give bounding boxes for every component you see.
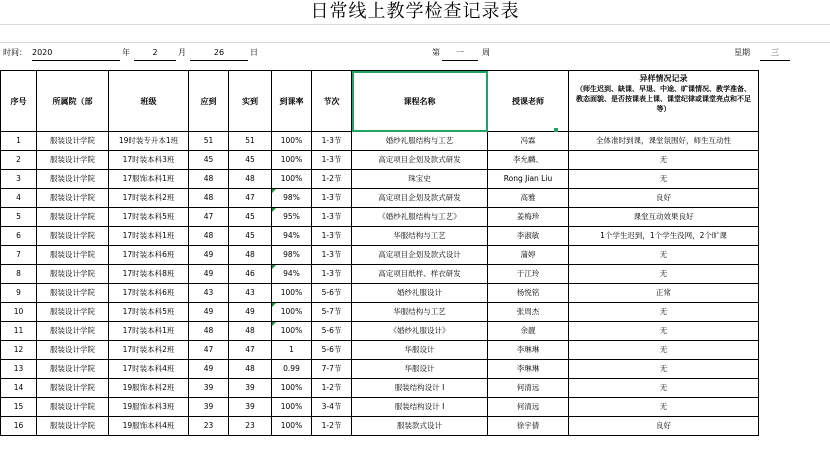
cell-college[interactable]: 服装设计学院 bbox=[37, 284, 109, 303]
cell-no[interactable]: 5 bbox=[1, 208, 37, 227]
table-row bbox=[1, 132, 759, 151]
cell-teacher[interactable]: 李淑敏 bbox=[488, 227, 569, 246]
cell-no[interactable]: 10 bbox=[1, 303, 37, 322]
cell-college[interactable]: 服装设计学院 bbox=[37, 322, 109, 341]
cell-course[interactable]: 《婚纱礼服结构与工艺》 bbox=[352, 208, 488, 227]
table-row bbox=[1, 170, 759, 189]
cell-teacher[interactable]: Rong Jian Liu bbox=[488, 170, 569, 189]
cell-teacher[interactable]: 何清远 bbox=[488, 379, 569, 398]
cell-course[interactable]: 高定项目企划及款式研发 bbox=[352, 189, 488, 208]
cell-college[interactable]: 服装设计学院 bbox=[37, 189, 109, 208]
header-class[interactable]: 班级 bbox=[109, 71, 189, 132]
cell-actual[interactable]: 47 bbox=[229, 189, 272, 208]
cell-no[interactable]: 7 bbox=[1, 246, 37, 265]
cell-teacher[interactable]: 李琳琳 bbox=[488, 341, 569, 360]
cell-expected[interactable]: 43 bbox=[189, 284, 229, 303]
cell-no[interactable]: 14 bbox=[1, 379, 37, 398]
cell-expected[interactable]: 39 bbox=[189, 379, 229, 398]
cell-college[interactable]: 服装设计学院 bbox=[37, 398, 109, 417]
cell-rate[interactable]: 100% bbox=[272, 398, 312, 417]
cell-course[interactable]: 婚纱礼服设计 bbox=[352, 284, 488, 303]
day-value[interactable]: 26 bbox=[190, 46, 248, 61]
cell-teacher[interactable]: 冯霖 bbox=[488, 132, 569, 151]
cell-note[interactable]: 无 bbox=[569, 265, 759, 284]
cell-no[interactable]: 11 bbox=[1, 322, 37, 341]
weekday-label: 星期 bbox=[734, 48, 750, 57]
cell-college[interactable]: 服装设计学院 bbox=[37, 417, 109, 436]
cell-note[interactable]: 良好 bbox=[569, 417, 759, 436]
table-row bbox=[1, 151, 759, 170]
cell-note[interactable]: 正常 bbox=[569, 284, 759, 303]
cell-teacher[interactable]: 李允麟、 bbox=[488, 151, 569, 170]
cell-expected[interactable]: 49 bbox=[189, 246, 229, 265]
cell-course[interactable]: 高定项目纸样、样衣研发 bbox=[352, 265, 488, 284]
meta-row bbox=[0, 42, 830, 64]
cell-no[interactable]: 2 bbox=[1, 151, 37, 170]
cell-actual[interactable]: 48 bbox=[229, 360, 272, 379]
cell-actual[interactable]: 23 bbox=[229, 417, 272, 436]
time-label: 时间： bbox=[3, 48, 27, 57]
cell-course[interactable]: 珠宝史 bbox=[352, 170, 488, 189]
cell-college[interactable]: 服装设计学院 bbox=[37, 379, 109, 398]
error-indicator-icon bbox=[272, 303, 276, 307]
cell-course[interactable]: 婚纱礼服结构与工艺 bbox=[352, 132, 488, 151]
cell-no[interactable]: 8 bbox=[1, 265, 37, 284]
cell-no[interactable]: 4 bbox=[1, 189, 37, 208]
cell-actual[interactable]: 39 bbox=[229, 398, 272, 417]
cell-expected[interactable]: 49 bbox=[189, 265, 229, 284]
cell-course[interactable]: 华服结构与工艺 bbox=[352, 227, 488, 246]
cell-teacher[interactable]: 姜梅珍 bbox=[488, 208, 569, 227]
cell-period[interactable]: 1-3节 bbox=[312, 189, 352, 208]
inspection-table bbox=[0, 70, 759, 436]
cell-note[interactable]: 1个学生迟到，1个学生没网，2个旷课 bbox=[569, 227, 759, 246]
table-row bbox=[1, 189, 759, 208]
cell-teacher[interactable]: 徐宇倩 bbox=[488, 417, 569, 436]
cell-college[interactable]: 服装设计学院 bbox=[37, 246, 109, 265]
header-period[interactable]: 节次 bbox=[312, 71, 352, 132]
cell-class[interactable]: 19服饰本科4班 bbox=[109, 417, 189, 436]
cell-teacher[interactable]: 高雅 bbox=[488, 189, 569, 208]
remarks-title: 异样情况记录 bbox=[639, 74, 688, 83]
cell-note[interactable]: 无 bbox=[569, 246, 759, 265]
cell-expected[interactable]: 47 bbox=[189, 208, 229, 227]
table-row bbox=[1, 208, 759, 227]
header-row bbox=[1, 71, 759, 132]
blank-row bbox=[0, 24, 830, 43]
table-body bbox=[1, 132, 759, 436]
cell-period[interactable]: 7-7节 bbox=[312, 360, 352, 379]
cell-teacher[interactable]: 蒲婷 bbox=[488, 246, 569, 265]
cell-college[interactable]: 服装设计学院 bbox=[37, 227, 109, 246]
cell-note[interactable]: 无 bbox=[569, 398, 759, 417]
cell-actual[interactable]: 51 bbox=[229, 132, 272, 151]
cell-rate[interactable]: 100% bbox=[272, 379, 312, 398]
cell-period[interactable]: 1-3节 bbox=[312, 132, 352, 151]
header-actual[interactable]: 实到 bbox=[229, 71, 272, 132]
cell-expected[interactable]: 39 bbox=[189, 398, 229, 417]
cell-rate[interactable]: 100% bbox=[272, 170, 312, 189]
cell-teacher[interactable]: 何清远 bbox=[488, 398, 569, 417]
cell-note[interactable]: 无 bbox=[569, 322, 759, 341]
cell-period[interactable]: 1-3节 bbox=[312, 227, 352, 246]
remarks-description: （师生迟到、缺课、早退、中途、旷课情况、教学准备、教态面貌、是否按课表上课、课堂纪律或课堂亮点和不足等） bbox=[576, 85, 751, 113]
cell-actual[interactable]: 43 bbox=[229, 284, 272, 303]
cell-class[interactable]: 19服饰本科3班 bbox=[109, 398, 189, 417]
cell-class[interactable]: 17时装本科2班 bbox=[109, 341, 189, 360]
cell-period[interactable]: 1-3节 bbox=[312, 151, 352, 170]
selection-fill-handle[interactable] bbox=[554, 128, 558, 132]
cell-class[interactable]: 17时装本科6班 bbox=[109, 246, 189, 265]
cell-rate[interactable]: 100% bbox=[272, 303, 312, 322]
cell-class[interactable]: 17时装本科2班 bbox=[109, 189, 189, 208]
error-indicator-icon bbox=[272, 265, 276, 269]
cell-no[interactable]: 9 bbox=[1, 284, 37, 303]
week-value[interactable]: 一 bbox=[442, 46, 478, 61]
cell-period[interactable]: 1-2节 bbox=[312, 170, 352, 189]
cell-course[interactable]: 华服设计 bbox=[352, 360, 488, 379]
cell-period[interactable]: 5-6节 bbox=[312, 284, 352, 303]
cell-rate[interactable]: 100% bbox=[272, 322, 312, 341]
table-row bbox=[1, 322, 759, 341]
cell-actual[interactable]: 45 bbox=[229, 208, 272, 227]
cell-no[interactable]: 12 bbox=[1, 341, 37, 360]
cell-actual[interactable]: 49 bbox=[229, 303, 272, 322]
cell-note[interactable]: 无 bbox=[569, 341, 759, 360]
cell-rate[interactable]: 100% bbox=[272, 132, 312, 151]
cell-actual[interactable]: 48 bbox=[229, 170, 272, 189]
cell-expected[interactable]: 23 bbox=[189, 417, 229, 436]
cell-rate[interactable]: 94% bbox=[272, 265, 312, 284]
cell-college[interactable]: 服装设计学院 bbox=[37, 151, 109, 170]
cell-no[interactable]: 6 bbox=[1, 227, 37, 246]
cell-course[interactable]: 服装结构设计 I bbox=[352, 379, 488, 398]
cell-class[interactable]: 17时装本科1班 bbox=[109, 322, 189, 341]
error-indicator-icon bbox=[272, 208, 276, 212]
cell-actual[interactable]: 39 bbox=[229, 379, 272, 398]
cell-teacher[interactable]: 杨悦铭 bbox=[488, 284, 569, 303]
header-rate[interactable]: 到课率 bbox=[272, 71, 312, 132]
sheet-title: 日常线上教学检查记录表 bbox=[310, 1, 520, 22]
cell-course[interactable]: 服装款式设计 bbox=[352, 417, 488, 436]
cell-rate[interactable]: 98% bbox=[272, 246, 312, 265]
header-remarks[interactable] bbox=[569, 71, 759, 132]
cell-note[interactable]: 良好 bbox=[569, 189, 759, 208]
cell-course[interactable]: 华服设计 bbox=[352, 341, 488, 360]
cell-period[interactable]: 1-3节 bbox=[312, 246, 352, 265]
cell-rate[interactable]: 95% bbox=[272, 208, 312, 227]
cell-class[interactable]: 17时装本科8班 bbox=[109, 265, 189, 284]
cell-note[interactable]: 无 bbox=[569, 303, 759, 322]
day-label: 日 bbox=[250, 48, 258, 57]
cell-rate[interactable]: 1 bbox=[272, 341, 312, 360]
cell-note[interactable]: 无 bbox=[569, 360, 759, 379]
table-row bbox=[1, 284, 759, 303]
cell-expected[interactable]: 48 bbox=[189, 170, 229, 189]
cell-class[interactable]: 17时装本科1班 bbox=[109, 227, 189, 246]
cell-course[interactable]: 高定项目企划及款式设计 bbox=[352, 246, 488, 265]
cell-period[interactable]: 1-2节 bbox=[312, 417, 352, 436]
month-value[interactable]: 2 bbox=[134, 46, 176, 61]
cell-teacher[interactable]: 余靓 bbox=[488, 322, 569, 341]
cell-note[interactable]: 无 bbox=[569, 379, 759, 398]
cell-expected[interactable]: 48 bbox=[189, 322, 229, 341]
cell-expected[interactable]: 51 bbox=[189, 132, 229, 151]
cell-teacher[interactable]: 于江玲 bbox=[488, 265, 569, 284]
cell-period[interactable]: 5-6节 bbox=[312, 341, 352, 360]
table-row bbox=[1, 398, 759, 417]
cell-no[interactable]: 15 bbox=[1, 398, 37, 417]
week-prefix: 第 bbox=[432, 48, 440, 57]
cell-period[interactable]: 1-3节 bbox=[312, 265, 352, 284]
cell-note[interactable]: 无 bbox=[569, 151, 759, 170]
weekday-value[interactable]: 三 bbox=[760, 46, 790, 61]
table-row bbox=[1, 265, 759, 284]
cell-course[interactable]: 《婚纱礼服设计》 bbox=[352, 322, 488, 341]
header-college[interactable]: 所属院（部 bbox=[37, 71, 109, 132]
table-row bbox=[1, 303, 759, 322]
cell-expected[interactable]: 49 bbox=[189, 303, 229, 322]
cell-rate[interactable]: 98% bbox=[272, 189, 312, 208]
cell-actual[interactable]: 45 bbox=[229, 227, 272, 246]
cell-note[interactable]: 无 bbox=[569, 170, 759, 189]
cell-no[interactable]: 3 bbox=[1, 170, 37, 189]
cell-period[interactable]: 3-4节 bbox=[312, 398, 352, 417]
table-row bbox=[1, 379, 759, 398]
cell-college[interactable]: 服装设计学院 bbox=[37, 265, 109, 284]
cell-note[interactable]: 全体准时到课，课堂氛围好，师生互动性 bbox=[569, 132, 759, 151]
cell-no[interactable]: 1 bbox=[1, 132, 37, 151]
week-suffix: 周 bbox=[482, 48, 490, 57]
cell-teacher[interactable]: 张周杰 bbox=[488, 303, 569, 322]
cell-rate[interactable]: 100% bbox=[272, 151, 312, 170]
cell-actual[interactable]: 48 bbox=[229, 246, 272, 265]
cell-course[interactable]: 服装结构设计 I bbox=[352, 398, 488, 417]
cell-expected[interactable]: 48 bbox=[189, 227, 229, 246]
cell-class[interactable]: 17时装本科3班 bbox=[109, 151, 189, 170]
cell-class[interactable]: 17时装本科6班 bbox=[109, 284, 189, 303]
cell-expected[interactable]: 48 bbox=[189, 189, 229, 208]
cell-college[interactable]: 服装设计学院 bbox=[37, 360, 109, 379]
cell-college[interactable]: 服装设计学院 bbox=[37, 132, 109, 151]
cell-actual[interactable]: 48 bbox=[229, 322, 272, 341]
cell-rate[interactable]: 0.99 bbox=[272, 360, 312, 379]
cell-teacher[interactable]: 李琳琳 bbox=[488, 360, 569, 379]
cell-note[interactable]: 课堂互动效果良好 bbox=[569, 208, 759, 227]
cell-period[interactable]: 5-6节 bbox=[312, 322, 352, 341]
cell-period[interactable]: 1-3节 bbox=[312, 208, 352, 227]
cell-class[interactable]: 17时装本科5班 bbox=[109, 303, 189, 322]
cell-actual[interactable]: 46 bbox=[229, 265, 272, 284]
header-teacher[interactable]: 授课老师 bbox=[488, 71, 569, 132]
cell-college[interactable]: 服装设计学院 bbox=[37, 341, 109, 360]
cell-college[interactable]: 服装设计学院 bbox=[37, 208, 109, 227]
cell-actual[interactable]: 45 bbox=[229, 151, 272, 170]
cell-class[interactable]: 17服饰本科1班 bbox=[109, 170, 189, 189]
table-row bbox=[1, 246, 759, 265]
year-value[interactable]: 2020 bbox=[32, 46, 120, 61]
table-row bbox=[1, 360, 759, 379]
cell-rate[interactable]: 100% bbox=[272, 417, 312, 436]
cell-class[interactable]: 17时装本科5班 bbox=[109, 208, 189, 227]
month-label: 月 bbox=[178, 48, 186, 57]
table-row bbox=[1, 227, 759, 246]
cell-class[interactable]: 19时装专升本1班 bbox=[109, 132, 189, 151]
header-expected[interactable]: 应到 bbox=[189, 71, 229, 132]
table-row bbox=[1, 417, 759, 436]
cell-course[interactable]: 华服结构与工艺 bbox=[352, 303, 488, 322]
cell-expected[interactable]: 49 bbox=[189, 360, 229, 379]
cell-no[interactable]: 13 bbox=[1, 360, 37, 379]
cell-college[interactable]: 服装设计学院 bbox=[37, 170, 109, 189]
year-label: 年 bbox=[122, 48, 130, 57]
cell-class[interactable]: 17时装本科4班 bbox=[109, 360, 189, 379]
cell-class[interactable]: 19服饰本科2班 bbox=[109, 379, 189, 398]
cell-course[interactable]: 高定项目企划及款式研发 bbox=[352, 151, 488, 170]
cell-no[interactable]: 16 bbox=[1, 417, 37, 436]
cell-expected[interactable]: 47 bbox=[189, 341, 229, 360]
cell-period[interactable]: 5-7节 bbox=[312, 303, 352, 322]
cell-actual[interactable]: 47 bbox=[229, 341, 272, 360]
error-indicator-icon bbox=[272, 322, 276, 326]
cell-college[interactable]: 服装设计学院 bbox=[37, 303, 109, 322]
cell-expected[interactable]: 45 bbox=[189, 151, 229, 170]
error-indicator-icon bbox=[272, 189, 276, 193]
spacer-row bbox=[0, 62, 830, 70]
cell-rate[interactable]: 100% bbox=[272, 284, 312, 303]
cell-period[interactable]: 1-2节 bbox=[312, 379, 352, 398]
header-no[interactable]: 序号 bbox=[1, 71, 37, 132]
table-row bbox=[1, 341, 759, 360]
cell-rate[interactable]: 94% bbox=[272, 227, 312, 246]
header-course[interactable]: 课程名称 bbox=[352, 71, 488, 132]
